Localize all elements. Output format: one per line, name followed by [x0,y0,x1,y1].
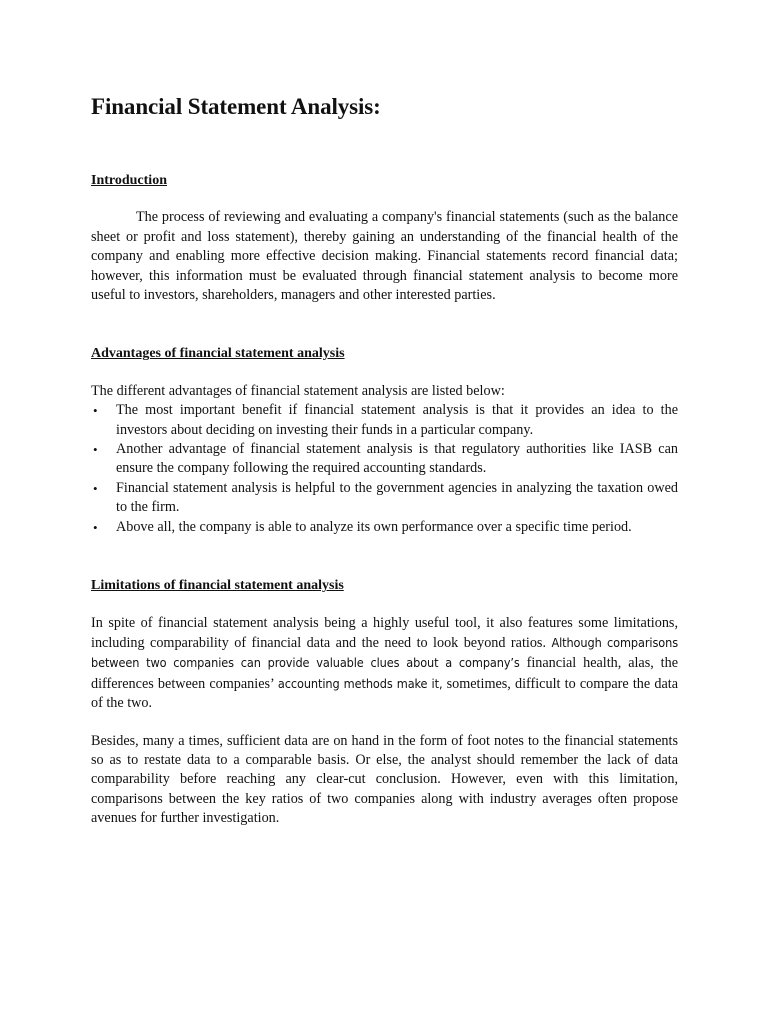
document-page [91,90,678,829]
advantages-list [91,401,678,537]
limitations-text-run-alt-font: Although comparisons between two companies can provide valuable clues about a company’s [91,634,678,671]
limitations-paragraph-1 [91,614,678,714]
introduction-paragraph: The process of reviewing and evaluating a company's financial statements (such as the balance sheet or profit and loss statement), thereby gaining an understanding of the financial health of the company and enabling more effective decision making. Financial statements record financial data; however, this information must be evaluated through financial statement analysis to become more useful to investors, shareholders, managers and other interested parties. [91,209,678,304]
list-item [91,401,678,440]
list-item-text: Another advantage of financial statement analysis is that regulatory authorities like IASB can ensure the company following the required accounting standards. [116,441,678,477]
document-title: Financial Statement Analysis: [91,94,381,119]
limitations-heading: Limitations of financial statement analysis [91,578,344,594]
list-item [91,479,678,518]
limitations-paragraph-2: Besides, many a times, sufficient data are on hand in the form of foot notes to the financial statements so as to restate data to a comparable basis. Or else, the analyst should remember the lack of data comparability before reaching any clear-cut conclusion. However, even with this limitation, comparisons between the key ratios of two companies along with industry averages often propose avenues for further investigation. [91,732,678,827]
limitations-text-run: financial health, alas, the differences between companies’ [91,655,678,692]
advantages-intro: The different advantages of financial statement analysis are listed below: [91,382,505,399]
list-item-text: The most important benefit if financial statement analysis is that it provides an idea to the investors about deciding on investing their funds in a particular company. [116,402,678,438]
bullet-icon: • [93,519,98,535]
advantages-heading: Advantages of financial statement analysis [91,346,345,362]
list-item [91,518,678,537]
limitations-text-run: sometimes, difficult to compare the data of the two. [91,675,678,712]
list-item-text: Financial statement analysis is helpful to the government agencies in analyzing the taxation owed to the firm. [116,479,678,516]
bullet-icon: • [93,480,98,496]
list-item [91,440,678,479]
bullet-icon: • [93,403,98,419]
limitations-text-run-alt-font: accounting methods make it, [277,675,443,691]
limitations-text-run: In spite of financial statement analysis being a highly useful tool, it also features some limitations, including comparability of financial data and the need to look beyond ratios. [91,614,678,651]
introduction-heading: Introduction [91,173,167,188]
bullet-icon: • [93,442,98,458]
list-item-text: Above all, the company is able to analyze its own performance over a specific time period. [116,518,632,535]
